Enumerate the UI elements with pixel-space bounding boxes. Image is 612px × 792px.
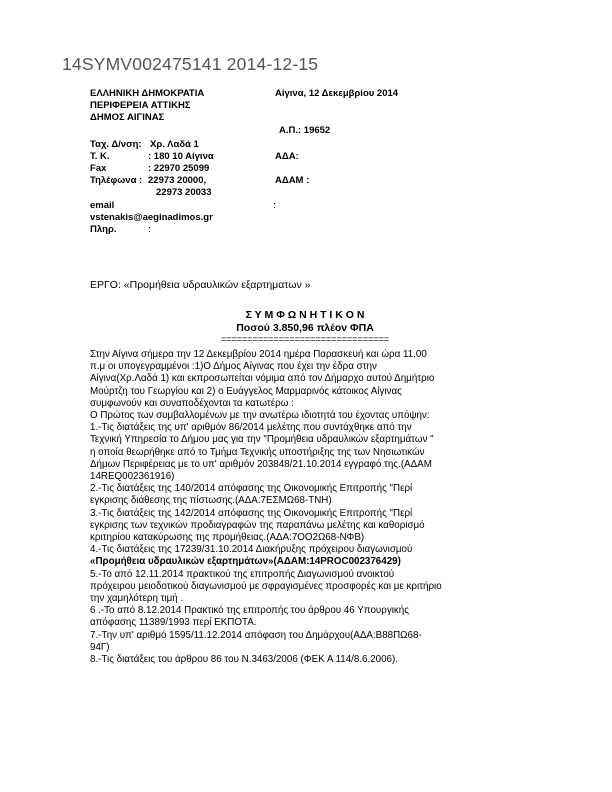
body-line: 94Γ) (90, 641, 110, 653)
body-line: 6 .-Το από 8.12.2014 Πρακτικό της επιτροπής του άρθρου 46 Υπουργικής (90, 605, 409, 617)
body-line: 8.-Τις διατάξεις του άρθρου 86 του Ν.3463/2006 (ΦΕΚ Α 114/8.6.2006). (90, 654, 398, 666)
body-line: 2.-Τις διατάξεις της 140/2014 απόφασης της Οικονομικής Επιτροπής "Περί (90, 483, 413, 495)
bold-body-line: «Προμήθεια υδραυλικών εξαρτημάτων»(ΑΔΑΜ:14PROC002376429) (90, 556, 401, 568)
postal-code-value: : 180 10 Αίγινα (148, 151, 214, 162)
address-label: Ταχ. Δ/νση: (90, 139, 142, 150)
body-line: 7.-Την υπ' αριθμό 1595/11.12.2014 απόφαση του Δημάρχου(ΑΔΑ:Β88ΠΩ68- (90, 629, 422, 641)
info-label: Πληρ. (90, 224, 117, 235)
body-line: Αίγινα(Χρ.Λαδά 1) και εκπροσωπείται νόμιμα από τον Δήμαρχο αυτού Δημήτριο (90, 373, 435, 385)
fax-label: Fax (90, 163, 107, 174)
body-line: η οποία θεωρήθηκε από το Τμήμα Τεχνικής υποστήριξης της των Νησιωτικών (90, 446, 425, 458)
contract-body (90, 349, 442, 666)
protocol-number: Α.Π.: 19652 (279, 125, 331, 136)
address-value: Χρ. Λαδά 1 (150, 139, 199, 150)
phone-value-2: 22973 20033 (156, 187, 212, 198)
contract-title-block (180, 309, 430, 344)
project-title: ΕΡΓΟ: «Προμήθεια υδραυλικών εξαρτηματων » (90, 279, 311, 291)
postal-code-label: Τ. Κ. (90, 151, 110, 162)
fax-value: : 22970 25099 (148, 163, 210, 174)
email-colon: : (273, 200, 277, 211)
org-line: ΠΕΡΙΦΕΡΕΙΑ ΑΤΤΙΚΗΣ (90, 100, 191, 111)
body-line: Στην Αίγινα σήμερα την 12 Δεκεμβρίου 2014 ημέρα Παρασκευή και ώρα 11.00 (90, 349, 427, 360)
ada-label: ΑΔΑ: (275, 151, 299, 162)
body-line: Δήμων Περιφέρειας με το υπ' αριθμόν 203848/21.10.2014 εγγραφό της.(ΑΔΑΜ (90, 458, 432, 470)
date-line: Αίγινα, 12 Δεκεμβρίου 2014 (275, 88, 399, 99)
phone-value-1: 22973 20000, (148, 175, 207, 186)
body-line: απόφασης 11389/1993 περί ΕΚΠΟΤΑ. (90, 617, 257, 629)
body-line: κριτηρίου κατακύρωσης της προμήθειας.(ΑΔΑ:7ΟΟ2Ω68-ΝΦΒ) (90, 532, 365, 544)
body-line: 3.-Τις διατάξεις της 142/2014 απόφασης της Οικονομικής Επιτροπής "Περί (90, 507, 413, 519)
org-line: ΔΗΜΟΣ ΑΙΓΙΝΑΣ (90, 112, 165, 123)
body-line: 5.-Το από 12.11.2014 πρακτικού της επιτροπής Διαγωνισμού ανοικτού (90, 568, 395, 580)
organization-block (90, 88, 204, 124)
document-id-header: 14SYMV002475141 2014-12-15 (62, 54, 319, 74)
phone-label: Τηλέφωνα : (90, 175, 143, 186)
body-line: 14REQ002361916) (90, 471, 175, 483)
body-line: Μούρτζη του Γεωργίου και 2) ο Ευάγγελος Μαρμαρινός κάτοικος Αίγινας (90, 385, 402, 397)
body-line: 1.-Τις διατάξεις της υπ' αριθμόν 86/2014 μελέτης που συντάχθηκε από την (90, 422, 412, 434)
body-line: π.μ οι υπογεγραμμένοι :1)Ο Δήμος Αίγινας που έχει την έδρα στην (90, 361, 377, 373)
body-line: συμφωνούν και συναποδέχονται τα κατωτέρω : (90, 397, 294, 409)
contract-title: Σ Υ Μ Φ Ω Ν Η Τ Ι Κ Ο Ν (245, 309, 365, 321)
body-line: Τεχνική Υπηρεσία το Δήμου μας για την "Προμήθεια υδραυλικών εξαρτημάτων " (90, 434, 434, 446)
contract-amount: Ποσού 3.850,96 πλέον ΦΠΑ (236, 321, 374, 334)
body-line: Ο Πρώτος των συμβαλλομένων με την ανωτέρω ιδιοτητά του έχοντας υπόψην: (90, 410, 430, 422)
org-line: ΕΛΛΗΝΙΚΗ ΔΗΜΟΚΡΑΤΙΑ (90, 88, 205, 99)
separator-line: ================================ (220, 334, 390, 344)
body-line: εγκρισης των τεχνικών προδιαγραφών της παραπάνω μελέτης και καθορισμό (90, 519, 425, 531)
body-line: πρόχειρου μειοδοτικού διαγωνισμού με σφραγισμένες προσφορές και με κριτήριο (90, 580, 442, 592)
body-line: την χαμηλότερη τιμή . (90, 593, 184, 605)
body-line: εγκρισης διάθεσης της πίστωσης.(ΑΔΑ:7ΕΣΜΩ68-ΤΝΗ) (90, 495, 332, 507)
email-value[interactable]: vstenakis@aeginadimos.gr (90, 212, 213, 223)
info-colon: : (148, 224, 152, 235)
adam-label: ΑΔΑΜ : (275, 175, 310, 186)
email-label: email (90, 200, 115, 211)
body-line: 4.-Τις διατάξεις της 17239/31.10.2014 Διακήρυξης πρόχειρου διαγωνισμού (90, 544, 413, 556)
